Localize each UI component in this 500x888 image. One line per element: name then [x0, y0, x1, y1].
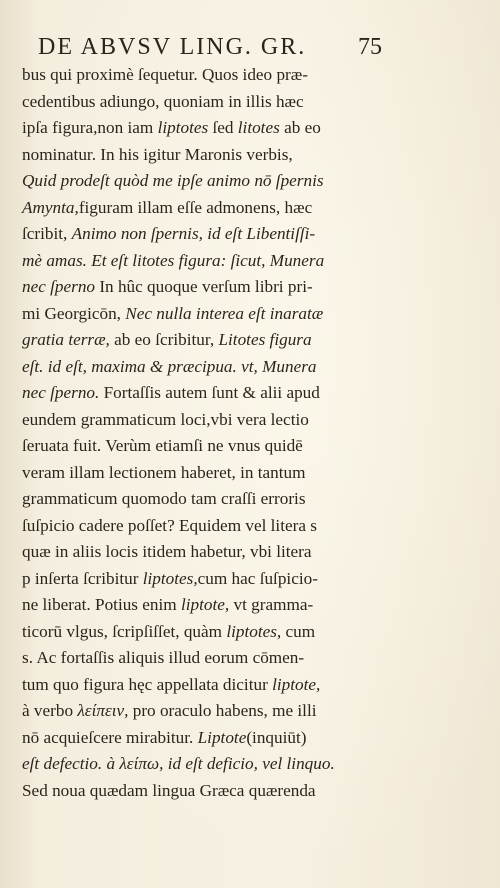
text-line	[22, 89, 378, 116]
text-line	[22, 62, 378, 89]
text-line	[22, 751, 378, 778]
italic-text: gratia terræ,	[22, 330, 110, 349]
roman-text: nominatur. In his igitur Maronis verbis,	[22, 144, 293, 164]
italic-text: liptote,	[180, 595, 230, 614]
roman-text: (inquiūt)	[246, 727, 307, 747]
text-line	[22, 221, 378, 248]
text-line	[22, 619, 378, 646]
text-line	[22, 354, 378, 381]
roman-text: quæ in aliis locis itidem habetur, vbi litera	[22, 542, 312, 561]
text-line	[22, 460, 378, 487]
roman-text: pro oraculo habens, me illi	[128, 701, 317, 720]
roman-text: vt gramma-	[229, 595, 314, 614]
roman-text: In hûc quoque verſum libri pri-	[95, 277, 313, 296]
text-line	[22, 672, 378, 699]
text-line	[22, 248, 378, 275]
roman-text: grammaticum quomodo tam craſſi erroris	[22, 489, 306, 508]
text-line	[22, 301, 378, 328]
text-line	[22, 513, 378, 540]
text-line	[22, 433, 378, 460]
italic-text: liptote,	[272, 674, 321, 694]
italic-text: nec ſperno.	[22, 383, 100, 402]
roman-text: veram illam lectionem haberet, in tantum	[22, 462, 306, 482]
italic-text: liptotes,	[226, 621, 282, 641]
roman-text: ſed	[208, 118, 238, 137]
roman-text: s. Ac fortaſſis aliquis illud eorum cōmen-	[22, 648, 305, 667]
roman-text: cum hac ſuſpicio-	[197, 568, 318, 588]
italic-text: litotes	[237, 118, 280, 137]
italic-text: liptotes	[157, 118, 209, 137]
text-line	[22, 274, 378, 301]
roman-text: mi Georgicōn,	[22, 303, 126, 323]
page-number: 75	[358, 34, 382, 60]
roman-text: à verbo	[22, 701, 78, 720]
running-header	[38, 34, 382, 61]
italic-text: mè amas. Et eſt litotes figura: ſicut, Munera	[22, 250, 325, 270]
text-line	[22, 778, 378, 805]
italic-text: Quid prodeſt quòd me ipſe animo nō ſpernis	[22, 171, 324, 190]
roman-text: ticorū vlgus, ſcripſiſſet, quàm	[22, 621, 227, 641]
text-line	[22, 539, 378, 566]
italic-text: eſt defectio. à λείπω, id eſt deficio, vel linquo.	[22, 754, 335, 773]
italic-text: Amynta,	[22, 197, 79, 217]
roman-text: nō acquieſcere mirabitur.	[22, 727, 198, 747]
text-line	[22, 168, 378, 195]
text-line	[22, 142, 378, 169]
roman-text: Fortaſſis autem ſunt & alii apud	[99, 383, 320, 402]
text-line	[22, 725, 378, 752]
text-line	[22, 592, 378, 619]
roman-text: bus qui proximè ſequetur. Quos ideo præ-	[22, 65, 308, 84]
roman-text: ne liberat. Potius enim	[22, 595, 181, 614]
roman-text: p inſerta ſcribitur	[22, 568, 143, 588]
text-line	[22, 698, 378, 725]
italic-text: nec ſperno	[22, 277, 96, 296]
italic-text: Litotes figura	[218, 330, 312, 349]
roman-text: tum quo figura hęc appellata dicitur	[22, 674, 273, 694]
italic-text: Animo non ſpernis, id eſt Libentiſſi-	[71, 224, 316, 243]
italic-text: Liptote	[197, 727, 247, 747]
roman-text: cum	[281, 621, 316, 641]
text-line	[22, 407, 378, 434]
roman-text: ſuſpicio cadere poſſet? Equidem vel litera s	[22, 515, 317, 535]
roman-text: ab eo	[279, 118, 321, 137]
text-line	[22, 195, 378, 222]
roman-text: cedentibus adiungo, quoniam in illis hæc	[22, 91, 304, 111]
text-line	[22, 327, 378, 354]
italic-text: liptotes,	[142, 568, 198, 588]
italic-text: eſt. id eſt, maxima & præcipua. vt, Munera	[22, 356, 317, 376]
roman-text: figuram illam eſſe admonens, hæc	[78, 197, 313, 217]
roman-text: ſeruata fuit. Verùm etiamſi ne vnus quidē	[22, 436, 303, 455]
italic-text: λείπειν,	[77, 701, 129, 720]
roman-text: ipſa figura,non iam	[22, 118, 158, 137]
text-line	[22, 115, 378, 142]
roman-text: Sed noua quædam lingua Græca quærenda	[22, 780, 316, 800]
text-line	[22, 566, 378, 593]
running-title: DE ABVSV LING. GR.	[38, 34, 307, 60]
roman-text: ab eo ſcribitur,	[109, 330, 219, 349]
italic-text: Nec nulla interea eſt inaratæ	[125, 303, 324, 323]
text-line	[22, 645, 378, 672]
text-line	[22, 380, 378, 407]
roman-text: eundem grammaticum loci,vbi vera lectio	[22, 409, 309, 429]
text-line	[22, 486, 378, 513]
roman-text: ſcribit,	[22, 224, 72, 243]
body-text	[22, 62, 378, 804]
